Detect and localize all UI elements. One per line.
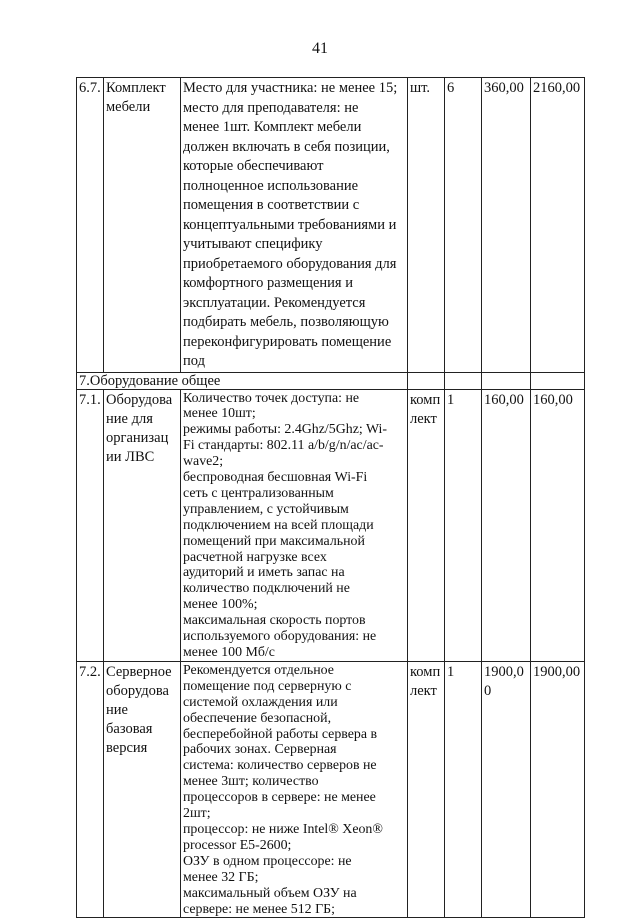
item-quantity: 1 bbox=[445, 389, 482, 661]
description-line: Место для участника: не менее 15; bbox=[183, 80, 398, 96]
item-unit: комп лект bbox=[408, 661, 445, 918]
description-line: режимы работы: 2.4Ghz/5Ghz; Wi- bbox=[183, 422, 387, 438]
description-line: полноценное использование bbox=[183, 177, 359, 194]
description-line: должен включать в себя позиции, bbox=[183, 138, 390, 155]
description-line: подключением на всей площади bbox=[183, 517, 374, 533]
item-number: 7.1. bbox=[77, 389, 104, 661]
description-line: Fi стандарты: 802.11 a/b/g/n/ac/ac- bbox=[183, 438, 384, 454]
description-line: сеть с централизованным bbox=[183, 485, 334, 501]
description-line: которые обеспечивают bbox=[183, 158, 324, 174]
section-title: 7.Оборудование общее bbox=[77, 372, 408, 389]
item-price: 1900,0 0 bbox=[482, 661, 531, 918]
item-name: Серверное оборудова ние базовая версия bbox=[104, 661, 181, 918]
description-line: процессоров в сервере: не менее bbox=[183, 790, 376, 806]
description-line: менее 1шт. Комплект мебели bbox=[183, 119, 362, 135]
item-price: 160,00 bbox=[482, 389, 531, 661]
description-line: процессор: не ниже Intel® Xeon® bbox=[183, 821, 383, 837]
description-line: система: количество серверов не bbox=[183, 758, 377, 774]
description-line: менее 100 Мб/с bbox=[183, 645, 275, 660]
description-line: используемого оборудования: не bbox=[183, 629, 377, 645]
description-line: аудиторий и иметь запас на bbox=[183, 565, 345, 581]
description-line: 2шт; bbox=[183, 806, 211, 822]
item-quantity: 1 bbox=[445, 661, 482, 918]
description-line: концептуальными требованиями и bbox=[183, 216, 397, 233]
description-line: ОЗУ в одном процессоре: не bbox=[183, 853, 352, 869]
item-name: Комплект мебели bbox=[104, 78, 181, 373]
description-line: системой охлаждения или bbox=[183, 694, 338, 710]
description-line: менее 32 ГБ; bbox=[183, 869, 259, 885]
description-line: помещений при максимальной bbox=[183, 533, 365, 549]
description-line: сервере: не менее 512 ГБ; bbox=[183, 901, 335, 917]
description-line: приобретаемого оборудования для bbox=[183, 255, 397, 272]
description-line: менее 3шт; количество bbox=[183, 774, 319, 790]
item-quantity: 6 bbox=[445, 78, 482, 373]
description-line: комфортного размещения и bbox=[183, 275, 353, 291]
description-line: количество подключений не bbox=[183, 581, 350, 597]
item-total: 2160,00 bbox=[531, 78, 585, 373]
description-line: помещения в соответствии с bbox=[183, 197, 360, 213]
table-row bbox=[77, 661, 585, 918]
description-line: Количество точек доступа: не bbox=[183, 390, 360, 406]
description-line: бесперебойной работы сервера в bbox=[183, 726, 378, 742]
item-unit: шт. bbox=[408, 78, 445, 373]
item-name: Оборудова ние для организац ии ЛВС bbox=[104, 389, 181, 661]
description-line: обеспечение безопасной, bbox=[183, 710, 332, 726]
item-number: 6.7. bbox=[77, 78, 104, 373]
description-line: рабочих зонах. Серверная bbox=[183, 742, 337, 758]
description-line: расчетной нагрузке всех bbox=[183, 549, 327, 565]
description-line: processor E5-2600; bbox=[183, 837, 292, 853]
item-number: 7.2. bbox=[77, 661, 104, 918]
item-total: 1900,00 bbox=[531, 661, 585, 918]
specification-table bbox=[76, 77, 585, 918]
item-description bbox=[181, 661, 408, 918]
description-line: беспроводная бесшовная Wi-Fi bbox=[183, 470, 368, 486]
description-line: менее 100%; bbox=[183, 597, 258, 613]
description-line: подбирать мебель, позволяющую bbox=[183, 314, 389, 330]
page-number: 41 bbox=[312, 40, 328, 57]
description-line: под bbox=[183, 353, 205, 369]
description-line: учитывают специфику bbox=[183, 236, 323, 252]
item-description bbox=[181, 78, 408, 373]
description-line: управлением, с устойчивым bbox=[183, 501, 349, 517]
description-line: максимальный объем ОЗУ на bbox=[183, 885, 357, 901]
description-line: Рекомендуется отдельное bbox=[183, 662, 334, 678]
table-row bbox=[77, 389, 585, 661]
item-description bbox=[181, 389, 408, 661]
item-total: 160,00 bbox=[531, 389, 585, 661]
item-unit: комп лект bbox=[408, 389, 445, 661]
description-line: эксплуатации. Рекомендуется bbox=[183, 294, 366, 311]
description-line: место для преподавателя: не bbox=[183, 99, 359, 116]
table-row bbox=[77, 78, 585, 373]
description-line: wave2; bbox=[183, 454, 224, 470]
section-row bbox=[77, 372, 585, 389]
description-line: переконфигурировать помещение bbox=[183, 333, 392, 350]
item-price: 360,00 bbox=[482, 78, 531, 373]
description-line: помещение под серверную с bbox=[183, 678, 352, 694]
description-line: менее 10шт; bbox=[183, 406, 256, 422]
description-line: максимальная скорость портов bbox=[183, 613, 366, 629]
